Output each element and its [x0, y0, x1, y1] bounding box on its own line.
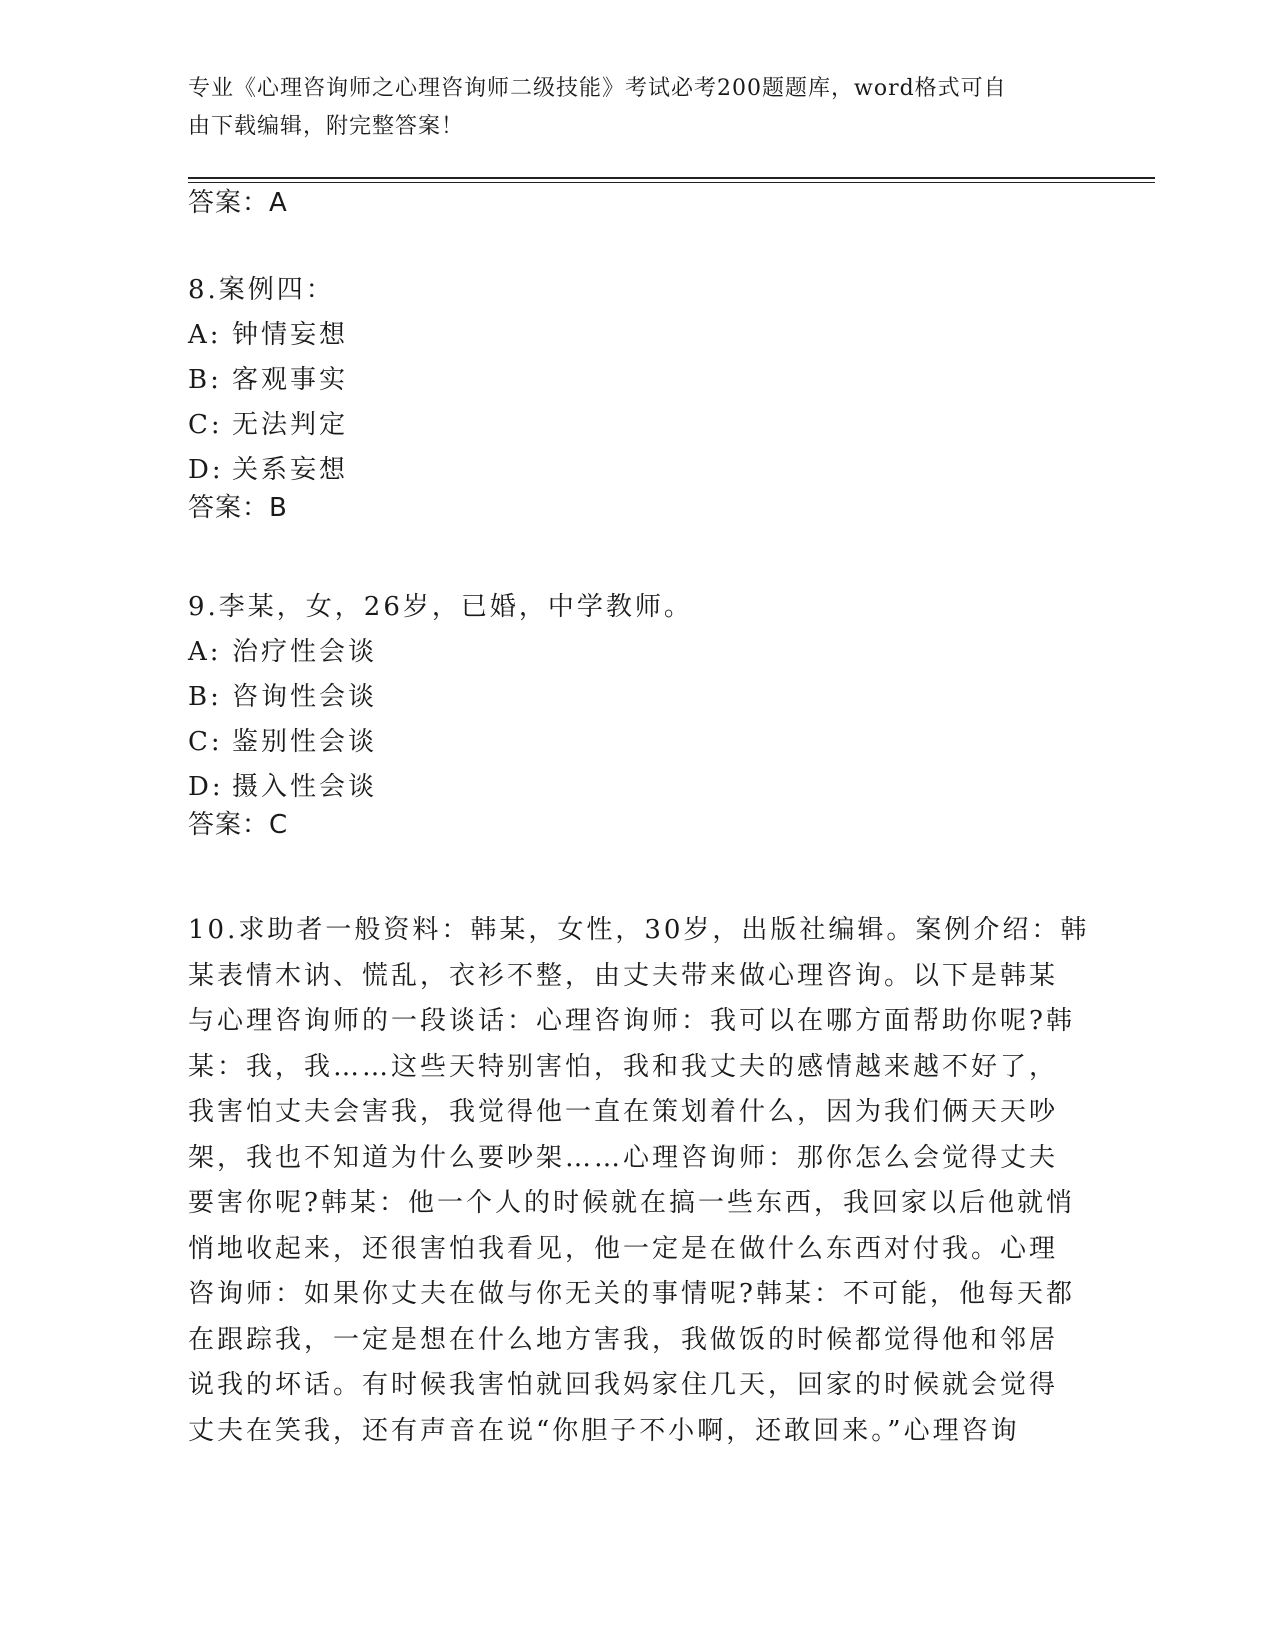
question-8-option-b — [188, 358, 348, 403]
question-10-line: 10.求助者一般资料：韩某，女性，30岁，出版社编辑。案例介绍：韩 — [188, 915, 1090, 945]
option-text: 钟情妄想 — [232, 320, 349, 350]
question-10-line: 咨询师：如果你丈夫在做与你无关的事情呢?韩某：不可能，他每天都 — [188, 1279, 1075, 1309]
header-divider-thin — [188, 182, 1155, 183]
answer-previous: 答案：A — [188, 188, 288, 218]
question-9-option-c — [188, 720, 693, 765]
question-10 — [188, 908, 1088, 1454]
option-letter: D: — [188, 455, 224, 485]
option-text: 无法判定 — [232, 410, 349, 440]
option-letter: B: — [188, 682, 222, 712]
question-9-answer: 答案：C — [188, 810, 289, 840]
question-10-line: 丈夫在笑我，还有声音在说“你胆子不小啊，还敢回来。”心理咨询 — [188, 1415, 1020, 1446]
header-divider-thick — [188, 177, 1155, 179]
option-text: 鉴别性会谈 — [232, 727, 378, 757]
question-10-line: 要害你呢?韩某：他一个人的时候就在搞一些东西，我回家以后他就悄 — [188, 1188, 1075, 1218]
question-8-answer: 答案：B — [188, 493, 288, 523]
question-10-line: 在跟踪我，一定是想在什么地方害我，我做饭的时候都觉得他和邻居 — [188, 1324, 1059, 1355]
option-letter: D: — [188, 772, 224, 802]
question-10-line: 某：我，我……这些天特别害怕，我和我丈夫的感情越来越不好了， — [188, 1051, 1059, 1082]
question-9-option-b — [188, 675, 693, 720]
option-text: 咨询性会谈 — [232, 682, 378, 712]
option-text: 治疗性会谈 — [232, 637, 378, 667]
question-10-line: 说我的坏话。有时候我害怕就回我妈家住几天，回家的时候就会觉得 — [188, 1370, 1059, 1400]
question-9-option-d — [188, 765, 693, 810]
question-10-line: 某表情木讷、慌乱，衣衫不整，由丈夫带来做心理咨询。以下是韩某 — [188, 960, 1059, 991]
question-8-option-a — [188, 313, 348, 358]
option-letter: C: — [188, 727, 223, 757]
question-8-option-d — [188, 448, 348, 493]
option-letter: A: — [188, 320, 222, 350]
option-text: 摄入性会谈 — [232, 772, 378, 802]
header-line-2: 由下载编辑，附完整答案！ — [188, 114, 465, 139]
question-10-line: 架，我也不知道为什么要吵架……心理咨询师：那你怎么会觉得丈夫 — [188, 1142, 1059, 1173]
question-8 — [188, 268, 348, 493]
option-letter: C: — [188, 410, 223, 440]
question-10-line: 我害怕丈夫会害我，我觉得他一直在策划着什么，因为我们俩天天吵 — [188, 1097, 1059, 1127]
option-text: 客观事实 — [232, 365, 349, 395]
question-9-stem: 9.李某，女，26岁，已婚，中学教师。 — [188, 592, 693, 622]
question-10-line: 与心理咨询师的一段谈话：心理咨询师：我可以在哪方面帮助你呢?韩 — [188, 1006, 1075, 1036]
question-9-option-a — [188, 630, 693, 675]
question-10-line: 悄地收起来，还很害怕我看见，他一定是在做什么东西对付我。心理 — [188, 1233, 1059, 1264]
header-line-1: 专业《心理咨询师之心理咨询师二级技能》考试必考200题题库，word格式可自 — [188, 76, 1007, 101]
question-8-stem: 8.案例四： — [188, 275, 335, 305]
page-header — [188, 70, 1068, 146]
question-9 — [188, 585, 693, 810]
option-text: 关系妄想 — [232, 455, 349, 485]
question-8-option-c — [188, 403, 348, 448]
option-letter: B: — [188, 365, 222, 395]
option-letter: A: — [188, 637, 222, 667]
